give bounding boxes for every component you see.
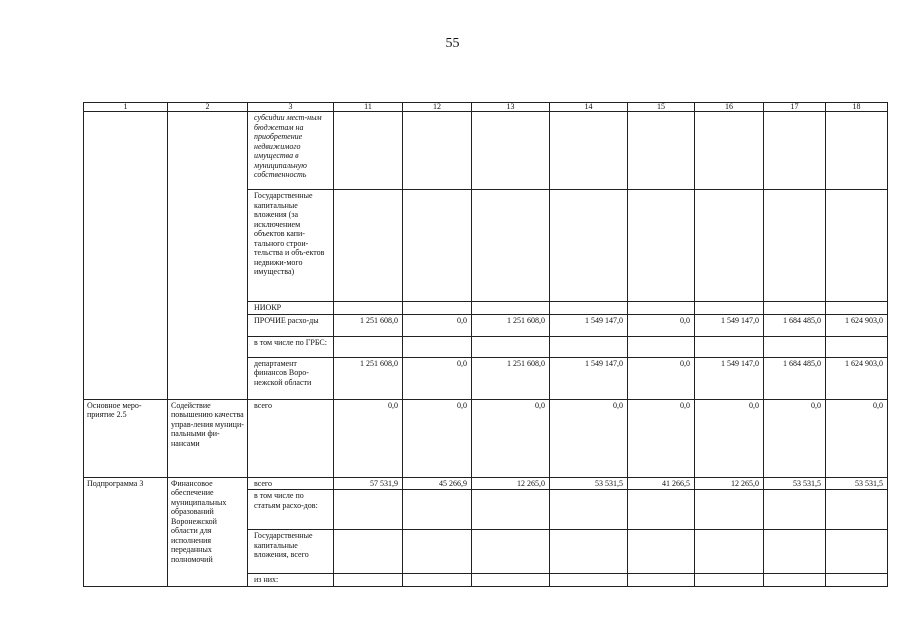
header-cell: 13 [472,103,550,112]
row-label: всего [248,399,334,477]
table-row [84,477,888,490]
row-label: Государственные капитальные вложения (за исключением объектов капи-тального строи-тельства и объ-ектов недвижи-мого имущества) [248,190,334,302]
header-cell: 14 [550,103,628,112]
row-group-label: Подпрограмма 3 [84,477,168,586]
value-cell: 0,0 [628,314,695,336]
header-cell: 1 [84,103,168,112]
header-row [84,103,888,112]
value-cell: 1 624 903,0 [826,314,888,336]
value-cell: 1 549 147,0 [695,314,764,336]
value-cell: 1 684 485,0 [764,357,826,399]
row-group-label: Основное меро-приятие 2.5 [84,399,168,477]
value-cell: 1 251 608,0 [472,314,550,336]
header-cell: 17 [764,103,826,112]
value-cell: 53 531,5 [826,477,888,490]
row-label: ПРОЧИЕ расхо-ды [248,314,334,336]
row-label: НИОКР [248,302,334,315]
table-row [84,112,888,190]
cell-col1-empty [84,112,168,400]
header-cell: 15 [628,103,695,112]
header-cell: 11 [334,103,403,112]
value-cell: 12 265,0 [695,477,764,490]
value-cell: 0,0 [826,399,888,477]
header-cell: 18 [826,103,888,112]
header-cell: 16 [695,103,764,112]
row-label: субсидии мест-ным бюджетам на приобретение недвижимого имущества в муниципальную собственность [248,112,334,190]
budget-table [83,102,888,587]
value-cell: 1 684 485,0 [764,314,826,336]
value-cell: 1 251 608,0 [334,314,403,336]
value-cell: 1 251 608,0 [472,357,550,399]
value-cell: 0,0 [695,399,764,477]
row-label: из них: [248,574,334,587]
value-cell: 53 531,5 [764,477,826,490]
value-cell: 0,0 [628,357,695,399]
row-description: Финансовое обеспечение муниципальных образований Воронежской области для исполнения переданных полномочий [168,477,248,586]
header-cell: 12 [403,103,472,112]
value-cell: 0,0 [334,399,403,477]
value-cell: 0,0 [550,399,628,477]
value-cell: 1 624 903,0 [826,357,888,399]
header-cell: 3 [248,103,334,112]
value-cell: 0,0 [628,399,695,477]
row-label: всего [248,477,334,490]
value-cell: 1 549 147,0 [695,357,764,399]
cell-col2-empty [168,112,248,400]
value-cell: 0,0 [472,399,550,477]
value-cell: 0,0 [403,314,472,336]
row-label: в том числе по статьям расхо-дов: [248,490,334,530]
table-row [84,399,888,477]
value-cell: 45 266,9 [403,477,472,490]
header-cell: 2 [168,103,248,112]
row-label: Государственные капитальные вложения, всего [248,530,334,574]
value-cell: 1 549 147,0 [550,357,628,399]
page-number: 55 [445,36,460,51]
value-cell: 12 265,0 [472,477,550,490]
value-cell: 53 531,5 [550,477,628,490]
value-cell: 1 549 147,0 [550,314,628,336]
value-cell: 0,0 [764,399,826,477]
row-label: в том числе по ГРБС: [248,336,334,357]
value-cell: 1 251 608,0 [334,357,403,399]
value-cell: 0,0 [403,399,472,477]
value-cell: 41 266,5 [628,477,695,490]
row-description: Содействие повышению качества управ-ления муници-пальными фи-нансами [168,399,248,477]
value-cell: 0,0 [403,357,472,399]
row-label: департамент финансов Воро-нежской области [248,357,334,399]
value-cell: 57 531,9 [334,477,403,490]
